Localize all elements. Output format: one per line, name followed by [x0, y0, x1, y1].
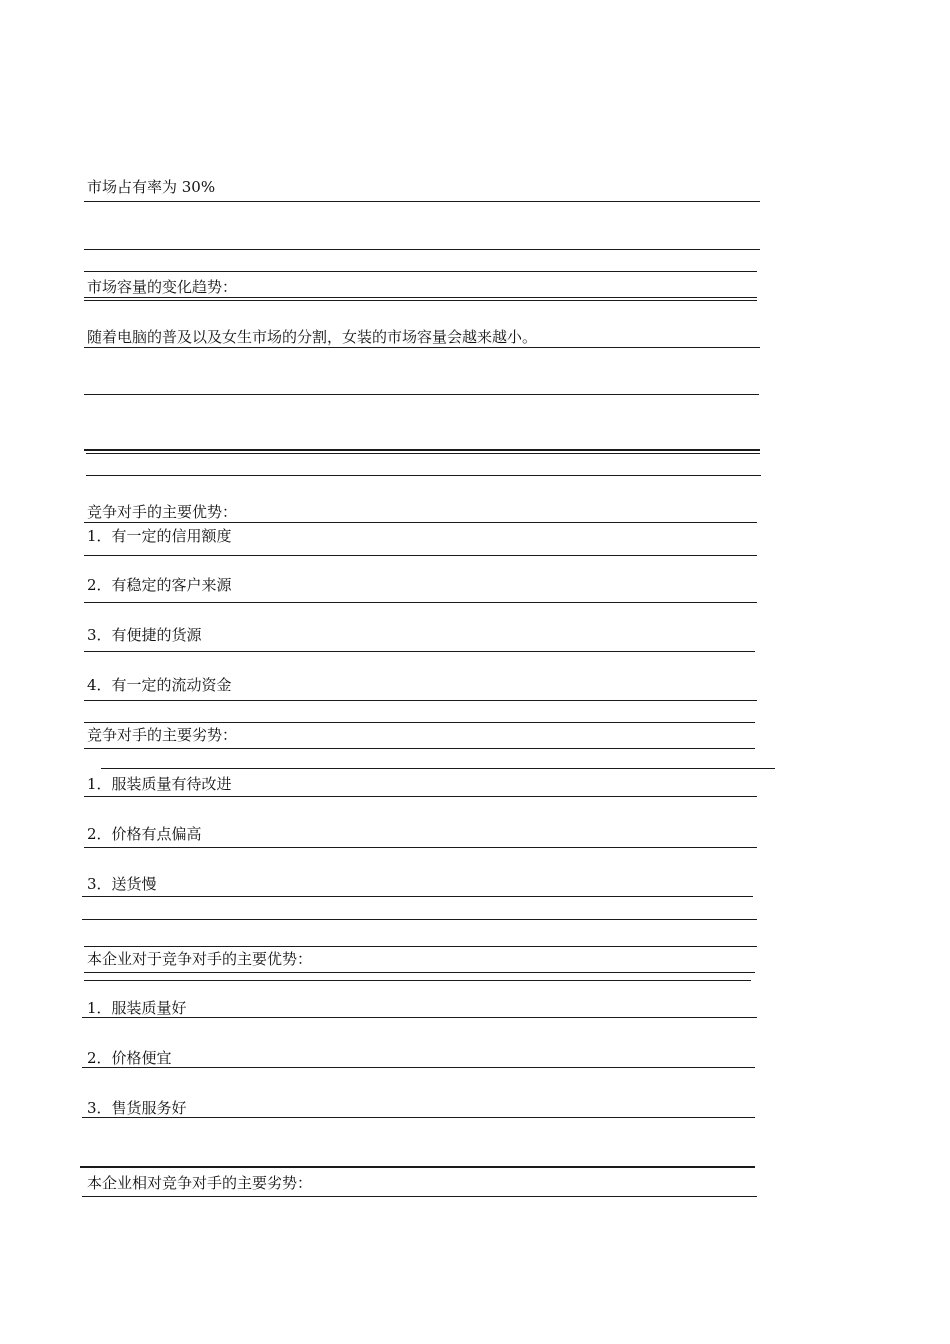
underline	[84, 980, 751, 981]
underline	[84, 201, 760, 202]
underline	[84, 297, 757, 298]
our-strengths-heading: 本企业对于竞争对手的主要优势：	[87, 950, 313, 968]
competitor-weaknesses-heading: 竞争对手的主要劣势：	[87, 726, 238, 744]
list-item: 3．送货慢	[87, 875, 157, 893]
underline	[84, 300, 757, 301]
list-item: 1．有一定的信用额度	[87, 527, 232, 545]
underline	[84, 722, 755, 723]
list-item: 1．服装质量有待改进	[87, 775, 232, 793]
our-weaknesses-heading: 本企业相对竞争对手的主要劣势：	[87, 1174, 313, 1192]
capacity-trend-content: 随着电脑的普及以及女生市场的分割，女装的市场容量会越来越小。	[87, 328, 538, 346]
underline	[84, 347, 760, 348]
list-item: 2．价格有点偏高	[87, 825, 202, 843]
underline	[84, 271, 757, 272]
underline	[82, 1017, 757, 1018]
underline	[84, 602, 757, 603]
underline	[84, 972, 755, 973]
underline	[82, 1067, 755, 1068]
underline	[86, 453, 760, 454]
underline	[101, 768, 775, 769]
underline	[80, 1166, 755, 1168]
list-item: 3．有便捷的货源	[87, 626, 202, 644]
underline	[82, 896, 753, 897]
underline	[84, 748, 755, 749]
list-item: 1．服装质量好	[87, 999, 187, 1017]
underline	[84, 449, 760, 451]
underline	[84, 796, 757, 797]
underline	[84, 249, 760, 250]
underline	[82, 1117, 755, 1118]
underline	[84, 700, 757, 701]
capacity-trend-heading: 市场容量的变化趋势：	[87, 278, 238, 296]
market-share-text: 市场占有率为 30%	[87, 178, 216, 196]
underline	[84, 651, 755, 652]
underline	[82, 1196, 757, 1197]
list-item: 3．售货服务好	[87, 1099, 187, 1117]
underline	[84, 847, 757, 848]
list-item: 2．有稳定的客户来源	[87, 576, 232, 594]
underline	[82, 919, 757, 920]
underline	[84, 946, 757, 947]
competitor-strengths-heading: 竞争对手的主要优势：	[87, 503, 238, 521]
underline	[84, 522, 757, 523]
underline	[86, 475, 761, 476]
list-item: 2．价格便宜	[87, 1049, 172, 1067]
underline	[84, 555, 757, 556]
list-item: 4．有一定的流动资金	[87, 676, 232, 694]
underline	[84, 394, 759, 395]
